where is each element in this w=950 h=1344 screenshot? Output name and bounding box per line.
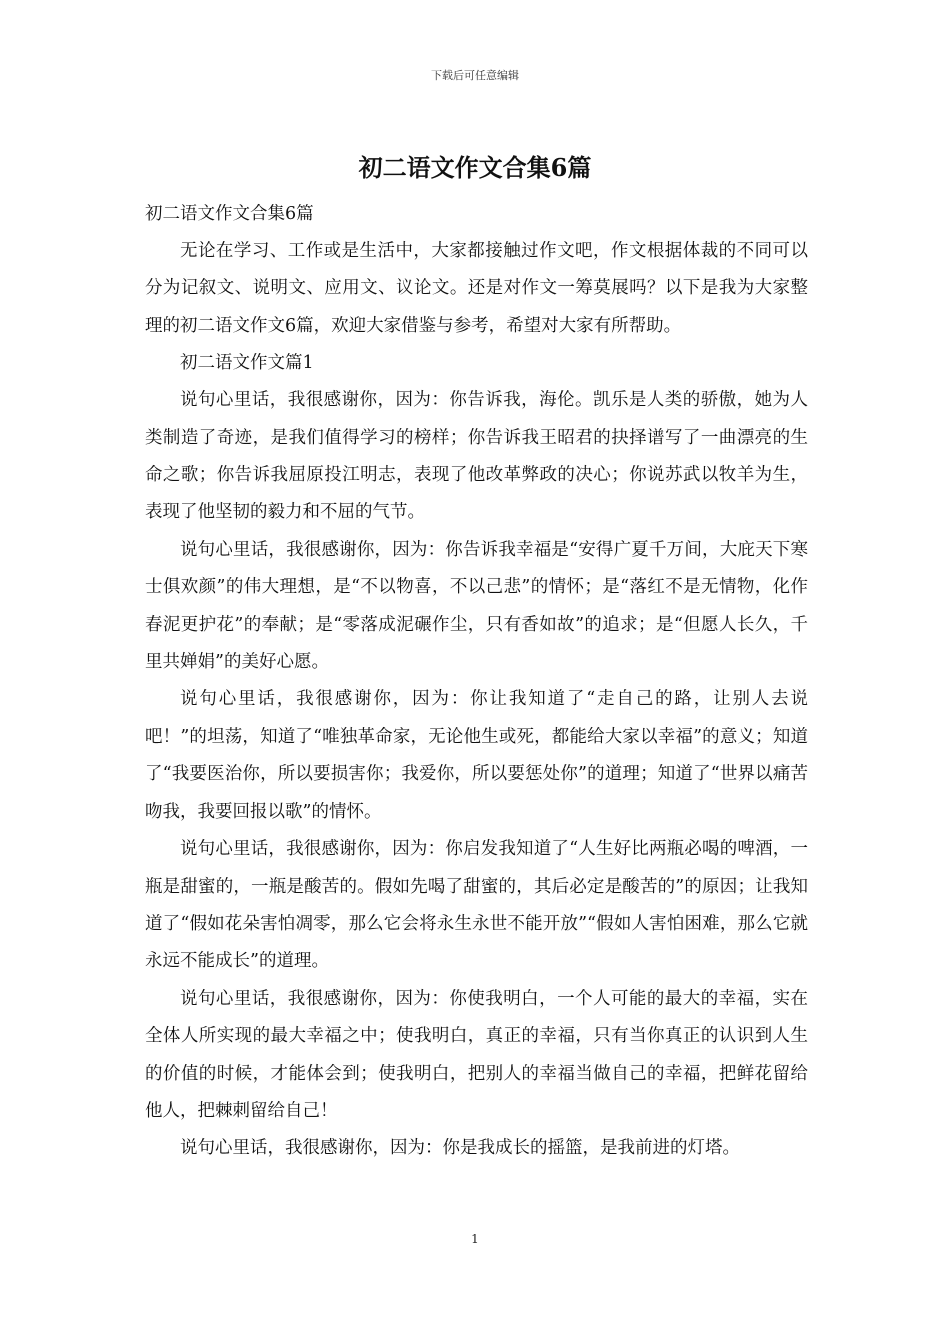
section-heading: 初二语文作文篇1 <box>180 353 314 374</box>
page-number: 1 <box>471 1232 479 1246</box>
document-body <box>145 196 808 1168</box>
intro-paragraph: 无论在学习、工作或是生活中，大家都接触过作文吧，作文根据体裁的不同可以分为记叙文、说明文、应用文、议论文。还是对作文一筹莫展吗？以下是我为大家整理的初二语文作文6篇，欢迎大家借鉴与参考，希望对大家有所帮助。 <box>145 241 808 336</box>
document-subtitle: 初二语文作文合集6篇 <box>145 204 314 224</box>
body-paragraph: 说句心里话，我很感谢你，因为：你告诉我幸福是“安得广夏千万间，大庇天下寒士俱欢颜”的伟大理想，是“不以物喜，不以己悲”的情怀；是“落红不是无情物，化作春泥更护花”的奉献；是“零落成泥碾作尘，只有香如故”的追求；是“但愿人长久，千里共婵娟”的美好心愿。 <box>145 539 808 673</box>
document-title: 初二语文作文合集6篇 <box>358 153 592 182</box>
body-paragraph: 说句心里话，我很感谢你，因为：你让我知道了“走自己的路，让别人去说吧！”的坦荡，知道了“唯独革命家，无论他生或死，都能给大家以幸福”的意义；知道了“我要医治你，所以要损害你；我爱你，所以要惩处你”的道理；知道了“世界以痛苦吻我，我要回报以歌”的情怀。 <box>145 689 808 822</box>
body-paragraph: 说句心里话，我很感谢你，因为：你启发我知道了“人生好比两瓶必喝的啤酒，一瓶是甜蜜的，一瓶是酸苦的。假如先喝了甜蜜的，其后必定是酸苦的”的原因；让我知道了“假如花朵害怕凋零，那么它会将永生永世不能开放”“假如人害怕困难，那么它就永远不能成长”的道理。 <box>145 839 808 972</box>
header-note: 下载后可任意编辑 <box>431 69 519 82</box>
body-paragraph: 说句心里话，我很感谢你，因为：你告诉我，海伦。凯乐是人类的骄傲，她为人类制造了奇迹，是我们值得学习的榜样；你告诉我王昭君的抉择谱写了一曲漂亮的生命之歌；你告诉我屈原投江明志，表现了他改革弊政的决心；你说苏武以牧羊为生，表现了他坚韧的毅力和不屈的气节。 <box>145 390 808 523</box>
body-paragraph: 说句心里话，我很感谢你，因为：你是我成长的摇篮，是我前进的灯塔。 <box>180 1138 740 1159</box>
body-paragraph: 说句心里话，我很感谢你，因为：你使我明白，一个人可能的最大的幸福，实在全体人所实现的最大幸福之中；使我明白，真正的幸福，只有当你真正的认识到人生的价值的时候，才能体会到；使我明白，把别人的幸福当做自己的幸福，把鲜花留给他人，把棘刺留给自己！ <box>145 988 808 1121</box>
